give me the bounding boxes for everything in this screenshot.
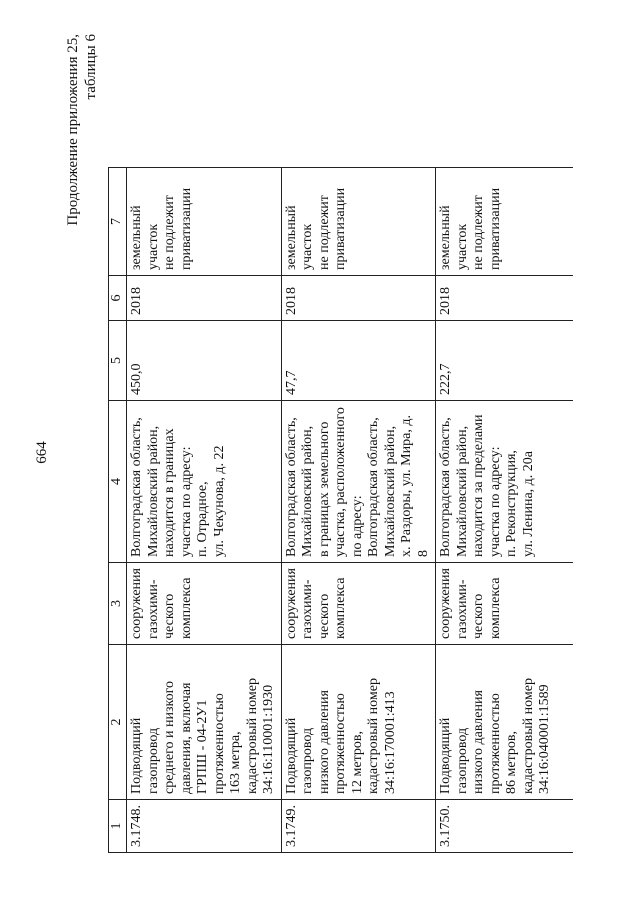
column-header: 6 xyxy=(109,276,127,321)
object-year: 2018 xyxy=(127,276,282,321)
object-note: земельный участок не подлежит приватизации xyxy=(436,168,574,276)
object-value: 47,7 xyxy=(281,321,436,401)
row-number: 3.1749. xyxy=(281,800,436,853)
object-address: Волгоградская область, Михайловский район, находится за пределами участка по адресу: п. Реконструкция, ул. Ленина, д. 20а xyxy=(436,401,574,563)
object-type: сооружения газохими- ческого комплекса xyxy=(281,563,436,645)
continuation-line-2: таблицы 6 xyxy=(83,34,99,100)
object-name: Подводящий газопровод среднего и низкого давления, включая ГРПШ - 04-2У1 протяженностью 163 метра, кадастровый номер 34:16:110001:1930 xyxy=(127,645,282,800)
object-value: 222,7 xyxy=(436,321,574,401)
column-header: 5 xyxy=(109,321,127,401)
object-value: 450,0 xyxy=(127,321,282,401)
column-header: 7 xyxy=(109,168,127,276)
column-header-row xyxy=(109,168,127,853)
object-name: Подводящий газопровод низкого давления протяженностью 86 метров, кадастровый номер 34:16:040001:1589 xyxy=(436,645,574,800)
object-note: земельный участок не подлежит приватизации xyxy=(281,168,436,276)
row-number: 3.1750. xyxy=(436,800,574,853)
object-type: сооружения газохими- ческого комплекса xyxy=(436,563,574,645)
row-number: 3.1748. xyxy=(127,800,282,853)
object-name: Подводящий газопровод низкого давления протяженностью 12 метров, кадастровый номер 34:16:170001:413 xyxy=(281,645,436,800)
page-number: 664 xyxy=(34,441,50,464)
table-row xyxy=(281,168,436,853)
object-type: сооружения газохими- ческого комплекса xyxy=(127,563,282,645)
column-header: 4 xyxy=(109,401,127,563)
column-header: 2 xyxy=(109,645,127,800)
object-year: 2018 xyxy=(281,276,436,321)
object-note: земельный участок не подлежит приватизации xyxy=(127,168,282,276)
continuation-line-1: Продолжение приложения 25, xyxy=(65,34,81,226)
column-header: 1 xyxy=(109,800,127,853)
table-row xyxy=(436,168,574,853)
property-table xyxy=(108,167,573,853)
object-year: 2018 xyxy=(436,276,574,321)
column-header: 3 xyxy=(109,563,127,645)
object-address: Волгоградская область, Михайловский район, в границах земельного участка, расположенного по адресу: Волгоградская область, Михайловский район, х. Раздоры, ул. Мира, д. 8 xyxy=(281,401,436,563)
continuation-note xyxy=(64,34,100,226)
object-address: Волгоградская область, Михайловский район, находится в границах участка по адресу: п. Отрадное, ул. Чекунова, д. 22 xyxy=(127,401,282,563)
table-row xyxy=(127,168,282,853)
